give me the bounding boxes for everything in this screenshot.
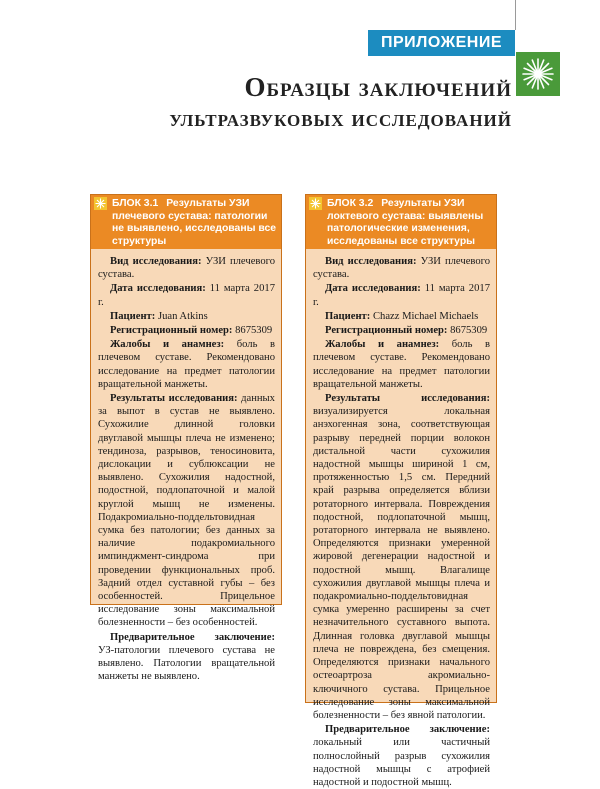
block-3-1-header (91, 195, 281, 249)
section-banner: ПРИЛОЖЕНИЕ (368, 30, 515, 56)
block-title-line: структуры (112, 235, 167, 247)
report-field-regnum: Регистрационный номер: 8675309 (325, 325, 488, 337)
report-field-results: Результаты исследования: визуализируется локальная анэхогенная зона, соответствующая разрыву передней порции волокон дистальной части сухожилия надостной мышцы шириной 1 см, протяженностью 1,5 см. Передний край разрыва определяется вблизи ротаторного интервала. Повреждения подостной, подлопаточной мышц, ротаторного интервала не выявлено. Определяются признаки умеренной жировой дегенерации надостной и подостной мышц. Влагалище сухожилия двуглавой мышцы плеча и подакромиально-поддельтовидная сумка умеренно расширены за счет незначительного суставного выпота. Длинная головка двуглавой мышцы плеча не повреждена, без смещения. Определяются признаки начального остеоартроза акромиально-ключичного сустава. Прицельное исследование зоны максимальной болезненности – без явной патологии. (313, 393, 490, 721)
sparkle-star-icon (516, 52, 560, 96)
report-field-type: Вид исследования: УЗИ плечевого сустава. (313, 256, 490, 281)
report-field-results: Результаты исследования: данных за выпот в сустав не выявлено. Сухожилие длинной головки двуглавой мышцы плеча не изменено; тендиноза, разрывов, теносиновита, дислокации и сублюксации не выявлено. Сухожилия надостной, подостной, подлопаточной и малой круглой мышц не изменены. Подакромиально-поддельтовидная сумка без патологии; без данных за наличие подакромиального импинджмент-синдрома при проведении функциональных проб. Задний отдел суставной губы – без особенностей. Прицельное исследование зоны максимальной болезненности – без особенностей. (98, 393, 275, 629)
page-edge-rule (515, 0, 516, 30)
report-field-conclusion: Предварительное заключение: УЗ-патологии плечевого сустава не выявлено. Патологии вращательной манжеты не выявлено. (98, 631, 275, 683)
block-3-2-header (306, 195, 496, 249)
report-field-date: Дата исследования: 11 марта 2017 г. (313, 283, 490, 308)
block-title-line: исследованы все структуры (327, 235, 476, 247)
block-title-line: не выявлено, исследованы все (112, 223, 277, 235)
page-title-line-2: ультразвуковых исследований (169, 106, 512, 132)
block-title-line: Результаты УЗИ (166, 198, 250, 209)
block-number: БЛОК 3.2 (327, 198, 374, 209)
report-field-complaints: Жалобы и анамнез: боль в плечевом суставе. Рекомендовано исследование на предмет патологии вращательной манжеты. (98, 339, 275, 390)
report-field-patient: Пациент: Juan Atkins (110, 310, 208, 322)
report-field-patient: Пациент: Chazz Michael Michaels (325, 310, 479, 322)
sparkle-star-icon (309, 197, 322, 210)
report-field-type: Вид исследования: УЗИ плечевого сустава. (98, 256, 275, 281)
report-field-date: Дата исследования: 11 марта 2017 г. (98, 283, 275, 308)
report-field-regnum: Регистрационный номер: 8675309 (110, 325, 273, 337)
block-3-2 (305, 194, 497, 788)
block-title-line: патологические изменения, (327, 223, 470, 235)
page-title-line-1: Образцы заключений (244, 72, 512, 102)
block-title-line: локтевого сустава: выявлены (327, 210, 484, 222)
block-title-line: плечевого сустава: патологии (112, 210, 268, 222)
block-3-2-body (306, 249, 496, 789)
block-title-line: Результаты УЗИ (381, 198, 465, 209)
report-field-conclusion: Предварительное заключение: локальный или частичный полнослойный разрыв сухожилия надостной мышцы с атрофией надостной и подостной мышц. (313, 724, 490, 788)
block-number: БЛОК 3.1 (112, 198, 159, 209)
report-field-complaints: Жалобы и анамнез: боль в плечевом суставе. Рекомендовано исследование на предмет патологии вращательной манжеты. (313, 339, 490, 390)
block-3-1-body (91, 249, 281, 684)
sparkle-star-icon (94, 197, 107, 210)
block-3-1 (90, 194, 282, 683)
